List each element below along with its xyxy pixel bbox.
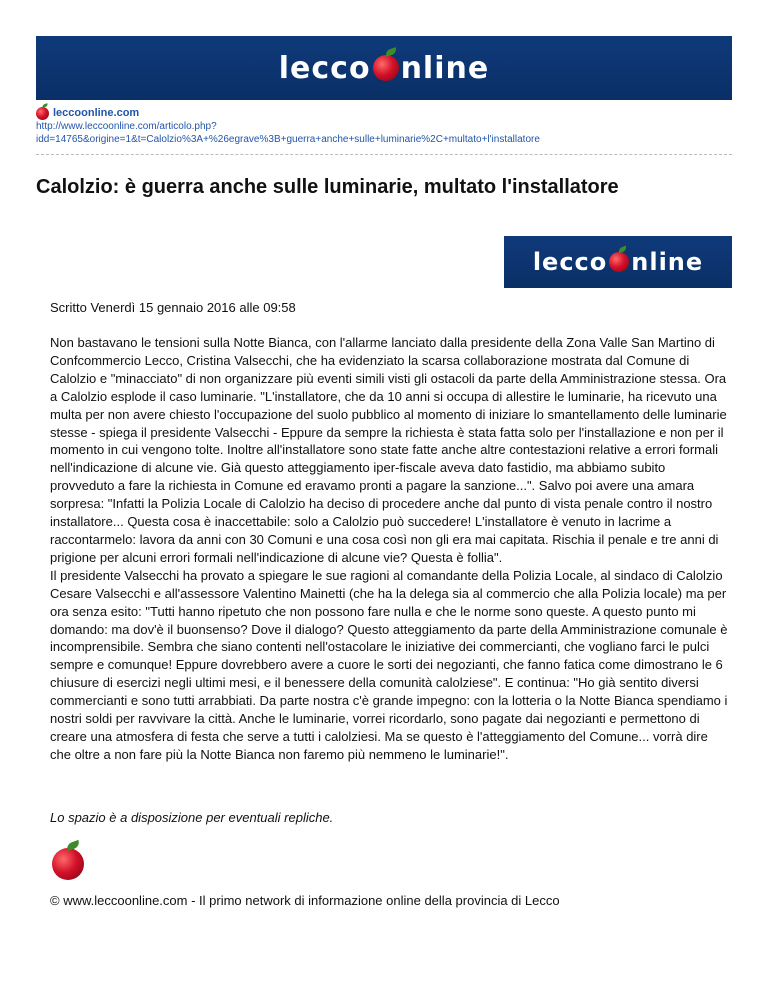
site-logo <box>279 51 489 86</box>
article-title: Calolzio: è guerra anche sulle luminarie, multato l'installatore <box>36 176 619 198</box>
reply-note: Lo spazio è a disposizione per eventuali repliche. <box>50 810 334 825</box>
cherry-icon <box>52 848 84 880</box>
source-site-name: leccoonline.com <box>53 107 140 119</box>
logo-text-right: nline <box>400 50 490 86</box>
footer-copyright: © www.leccoonline.com - Il primo network di informazione online della provincia di Lecco <box>50 893 560 908</box>
cherry-logo-icon <box>609 252 629 272</box>
logo-text-right: nline <box>631 248 704 276</box>
cherry-icon <box>36 107 49 120</box>
cherry-logo-icon <box>373 55 399 81</box>
divider <box>36 154 732 155</box>
article-paragraph: Non bastavano le tensioni sulla Notte Bianca, con l'allarme lanciato dalla presidente della Zona Valle San Martino di Confcommercio Lecco, Cristina Valsecchi, che ha evidenziato la scarsa collaborazione mostrata dal Comune di Calolzio e "minacciato" di non organizzare più eventi simili visti gli ostacoli da parte della Amministrazione stessa. Ora a Calolzio esplode il caso luminarie. "L'installatore, che da 10 anni si occupa di allestire le luminarie, ha ricevuto una multa per non avere chiesto l'occupazione del suolo pubblico al momento di iniziare lo smantellamento delle luminarie stesse - spiega il presidente Valsecchi - Eppure da sempre la richiesta è stata fatta solo per l'installazione e non per il momento in cui vengono tolte. Inoltre all'installatore sono state fatte anche altre contestazioni relative a errori formali nell'indicazione di alcune vie. Già questo atteggiamento iper-fiscale aveva dato fastidio, ma abbiamo subito provveduto a fare la richiesta in Comune ed eravamo pronti a pagare la sanzione...". Salvo poi avere una amara sorpresa: "Infatti la Polizia Locale di Calolzio ha deciso di procedere anche dal punto di vista penale contro il nostro installatore... Questa cosa è inaccettabile: solo a Calolzio può succedere! L'installatore è venuto in lacrime a raccontarmelo: lavora da anni con 30 Comuni e una cosa così non gli era mai capitata. Rischia il penale e tre anni di prigione per alcuni errori formali nell'indicazione di alcune vie? Questa è follia". <box>50 335 727 565</box>
source-url-line2[interactable]: idd=14765&origine=1&t=Calolzio%3A+%26egrave%3B+guerra+anche+sulle+luminarie%2C+multato+l'installatore <box>36 134 540 145</box>
logo-text-left: lecco <box>532 248 608 276</box>
source-info <box>36 107 736 146</box>
logo-text-left: lecco <box>278 50 371 86</box>
article-logo <box>504 236 732 288</box>
source-url-line1[interactable]: http://www.leccoonline.com/articolo.php? <box>36 121 217 132</box>
article-paragraph: Il presidente Valsecchi ha provato a spiegare le sue ragioni al comandante della Polizia Locale, al sindaco di Calolzio Cesare Valsecchi e all'assessore Valentino Mainetti (che ha la delega sia al commercio che alla Polizia locale) ma per ora senza esito: "Tutti hanno ripetuto che non possono fare nulla e che le norme sono queste. A questo punto mi domando: ma dov'è il buonsenso? Dove il dialogo? Questo atteggiamento da parte della Amministrazione comunale è incomprensibile. Sembra che siano contenti nell'ostacolare le iniziative dei commercianti, che vogliano farci le pulci sempre e comunque! Eppure dovrebbero avere a cuore le sorti dei negozianti, che fanno fatica come dimostrano le 6 chiusure di esercizi negli ultimi mesi, e il benessere della comunità calolziese". E continua: "Ho già sentito diversi commercianti e sono tutti arrabbiati. Da parte nostra c'è grande impegno: con la lotteria o la Notte Bianca spendiamo i nostri soldi per ravvivare la città. Anche le luminarie, vorrei ricordarlo, sono pagate dai negozianti e permettono di creare una atmosfera di festa che serve a tutti i calolziesi. Ma se questo è l'atteggiamento del Comune... vorrà dire che oltre a non fare più la Notte Bianca non faremo più nemmeno le luminarie!". <box>50 567 728 762</box>
article-body <box>50 334 730 764</box>
article-date: Scritto Venerdì 15 gennaio 2016 alle 09:58 <box>50 300 296 315</box>
header-banner <box>36 36 732 100</box>
